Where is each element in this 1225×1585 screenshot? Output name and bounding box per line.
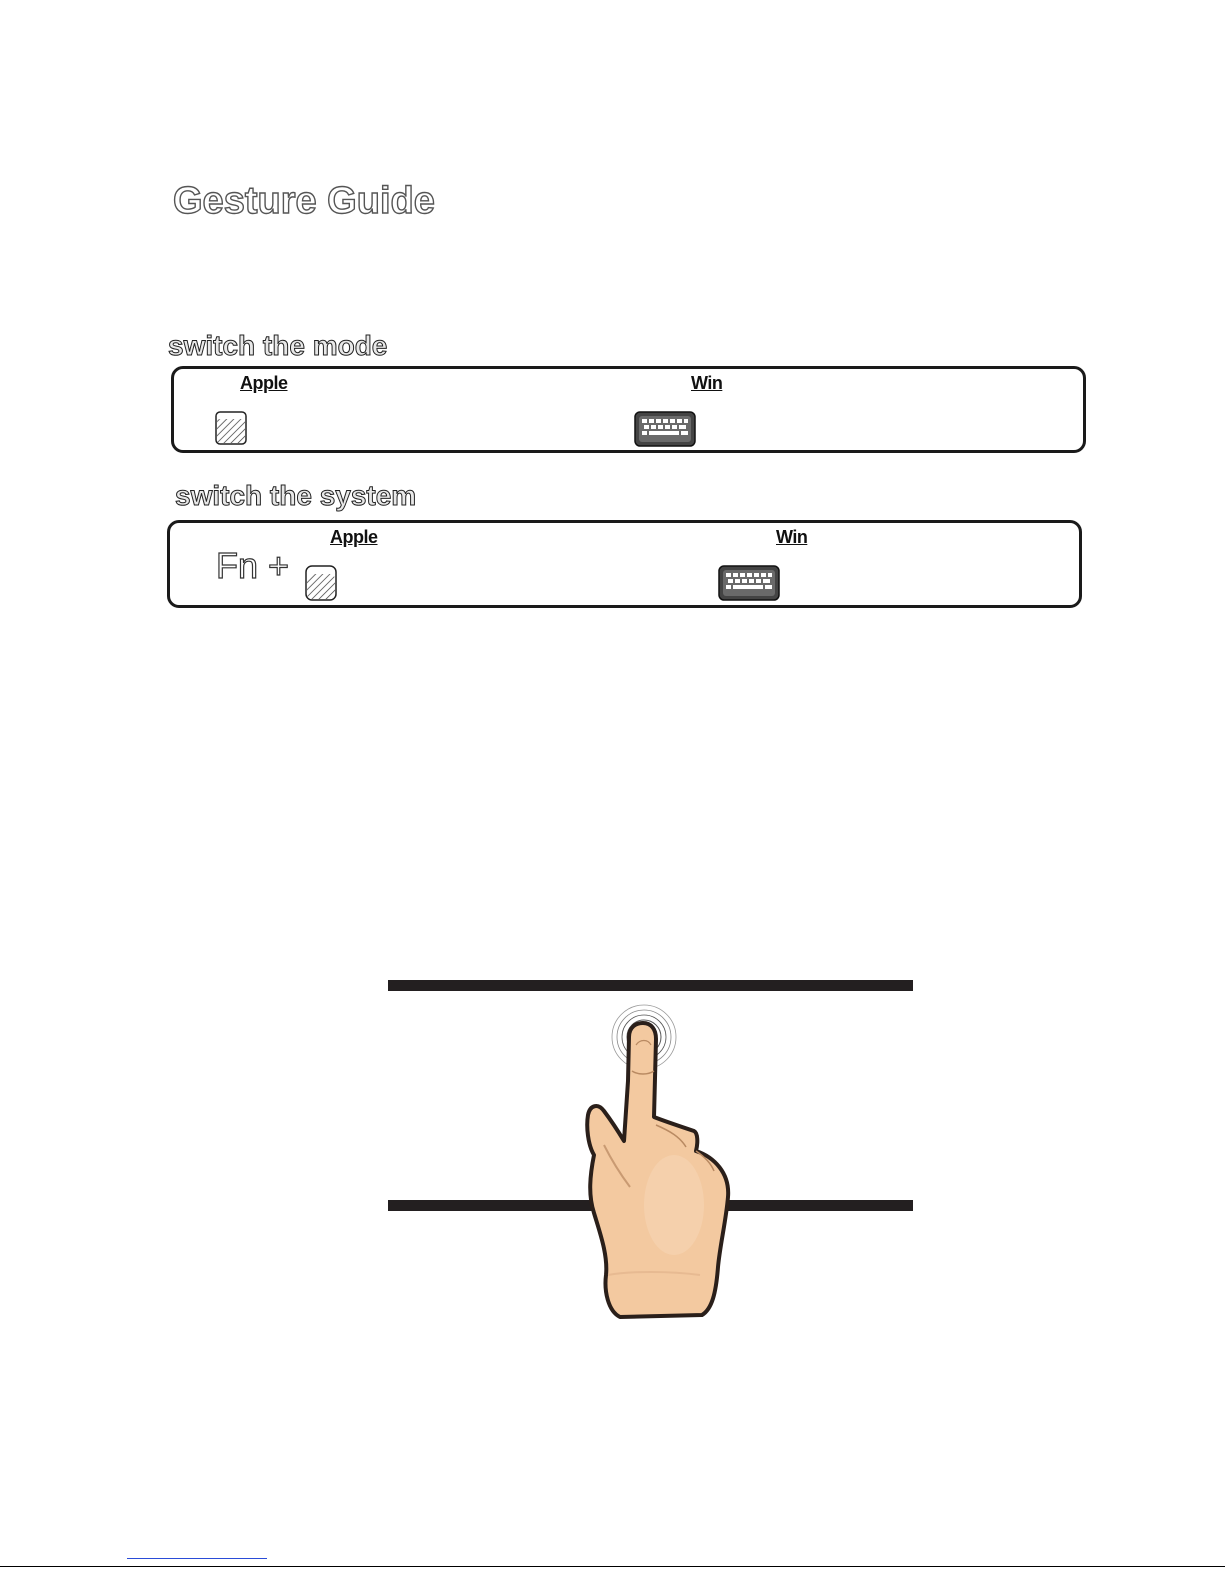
apple-key-icon bbox=[214, 410, 248, 446]
finger-tap-icon bbox=[380, 975, 920, 1335]
apple-key-label: Apple bbox=[240, 373, 288, 393]
switch-system-panel bbox=[167, 520, 1082, 608]
page-title: Gesture Guide bbox=[173, 180, 435, 222]
apple-key-label: Apple bbox=[330, 527, 378, 547]
fn-combo-prefix: Fn + bbox=[216, 545, 290, 586]
apple-key-icon bbox=[304, 564, 338, 602]
footer-rule bbox=[0, 1566, 1225, 1567]
switch-mode-panel bbox=[171, 366, 1086, 453]
windows-keyboard-key-icon bbox=[634, 411, 696, 447]
hand bbox=[587, 1023, 728, 1317]
section-heading-switch-mode: switch the mode bbox=[168, 330, 388, 361]
win-key-label: Win bbox=[776, 527, 808, 547]
section-heading-switch-system: switch the system bbox=[175, 480, 417, 511]
win-key-label: Win bbox=[691, 373, 723, 393]
touchpad-top-edge bbox=[388, 980, 913, 991]
footer-link-underline bbox=[127, 1558, 267, 1559]
windows-keyboard-key-icon bbox=[718, 565, 780, 601]
